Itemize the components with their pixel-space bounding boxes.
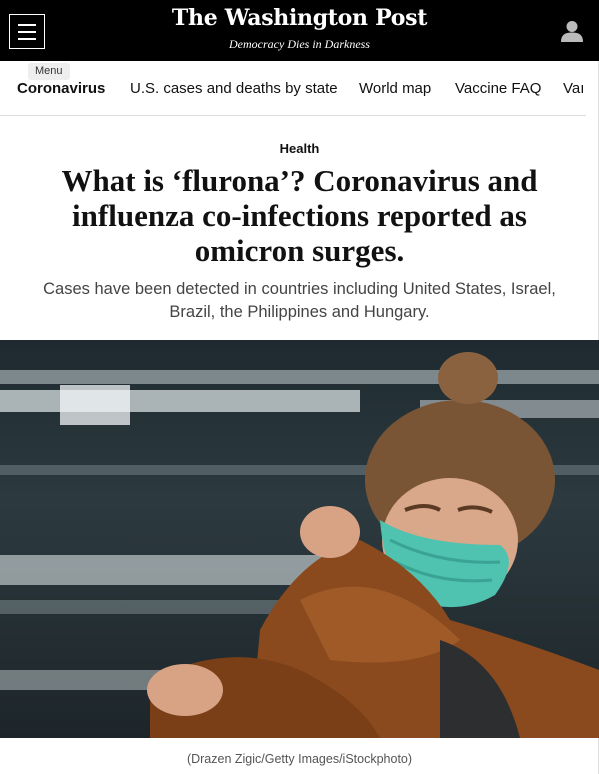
masthead [0, 0, 599, 61]
photo-caption: (Drazen Zigic/Getty Images/iStockphoto) [186, 752, 413, 766]
site-tagline: Democracy Dies in Darkness [229, 37, 370, 51]
subnav-item-world-map[interactable]: World map [359, 80, 432, 97]
lead-photo-illustration [0, 340, 599, 738]
lead-photo [0, 340, 599, 738]
subnav-item-coronavirus[interactable]: Coronavirus [17, 80, 106, 97]
section-subnav [0, 61, 599, 116]
subnav-divider [0, 115, 586, 116]
subnav-item-variants[interactable]: Vaı [563, 80, 585, 97]
subnav-item-us-cases[interactable]: U.S. cases and deaths by state [130, 80, 338, 97]
user-icon[interactable] [560, 20, 584, 42]
article-headline: What is ‘flurona’? Coronavirus and influenza co-infections reported as omicron surges. [61, 163, 538, 268]
site-logo[interactable]: The Washington Post [171, 5, 428, 31]
article-dek: Cases have been detected in countries including United States, Israel, Brazil, the Philippines and Hungary. [43, 280, 556, 321]
article-kicker[interactable]: Health [279, 141, 320, 156]
menu-tooltip: Menu [28, 63, 70, 80]
subnav-item-vaccine-faq[interactable]: Vaccine FAQ [455, 80, 542, 97]
